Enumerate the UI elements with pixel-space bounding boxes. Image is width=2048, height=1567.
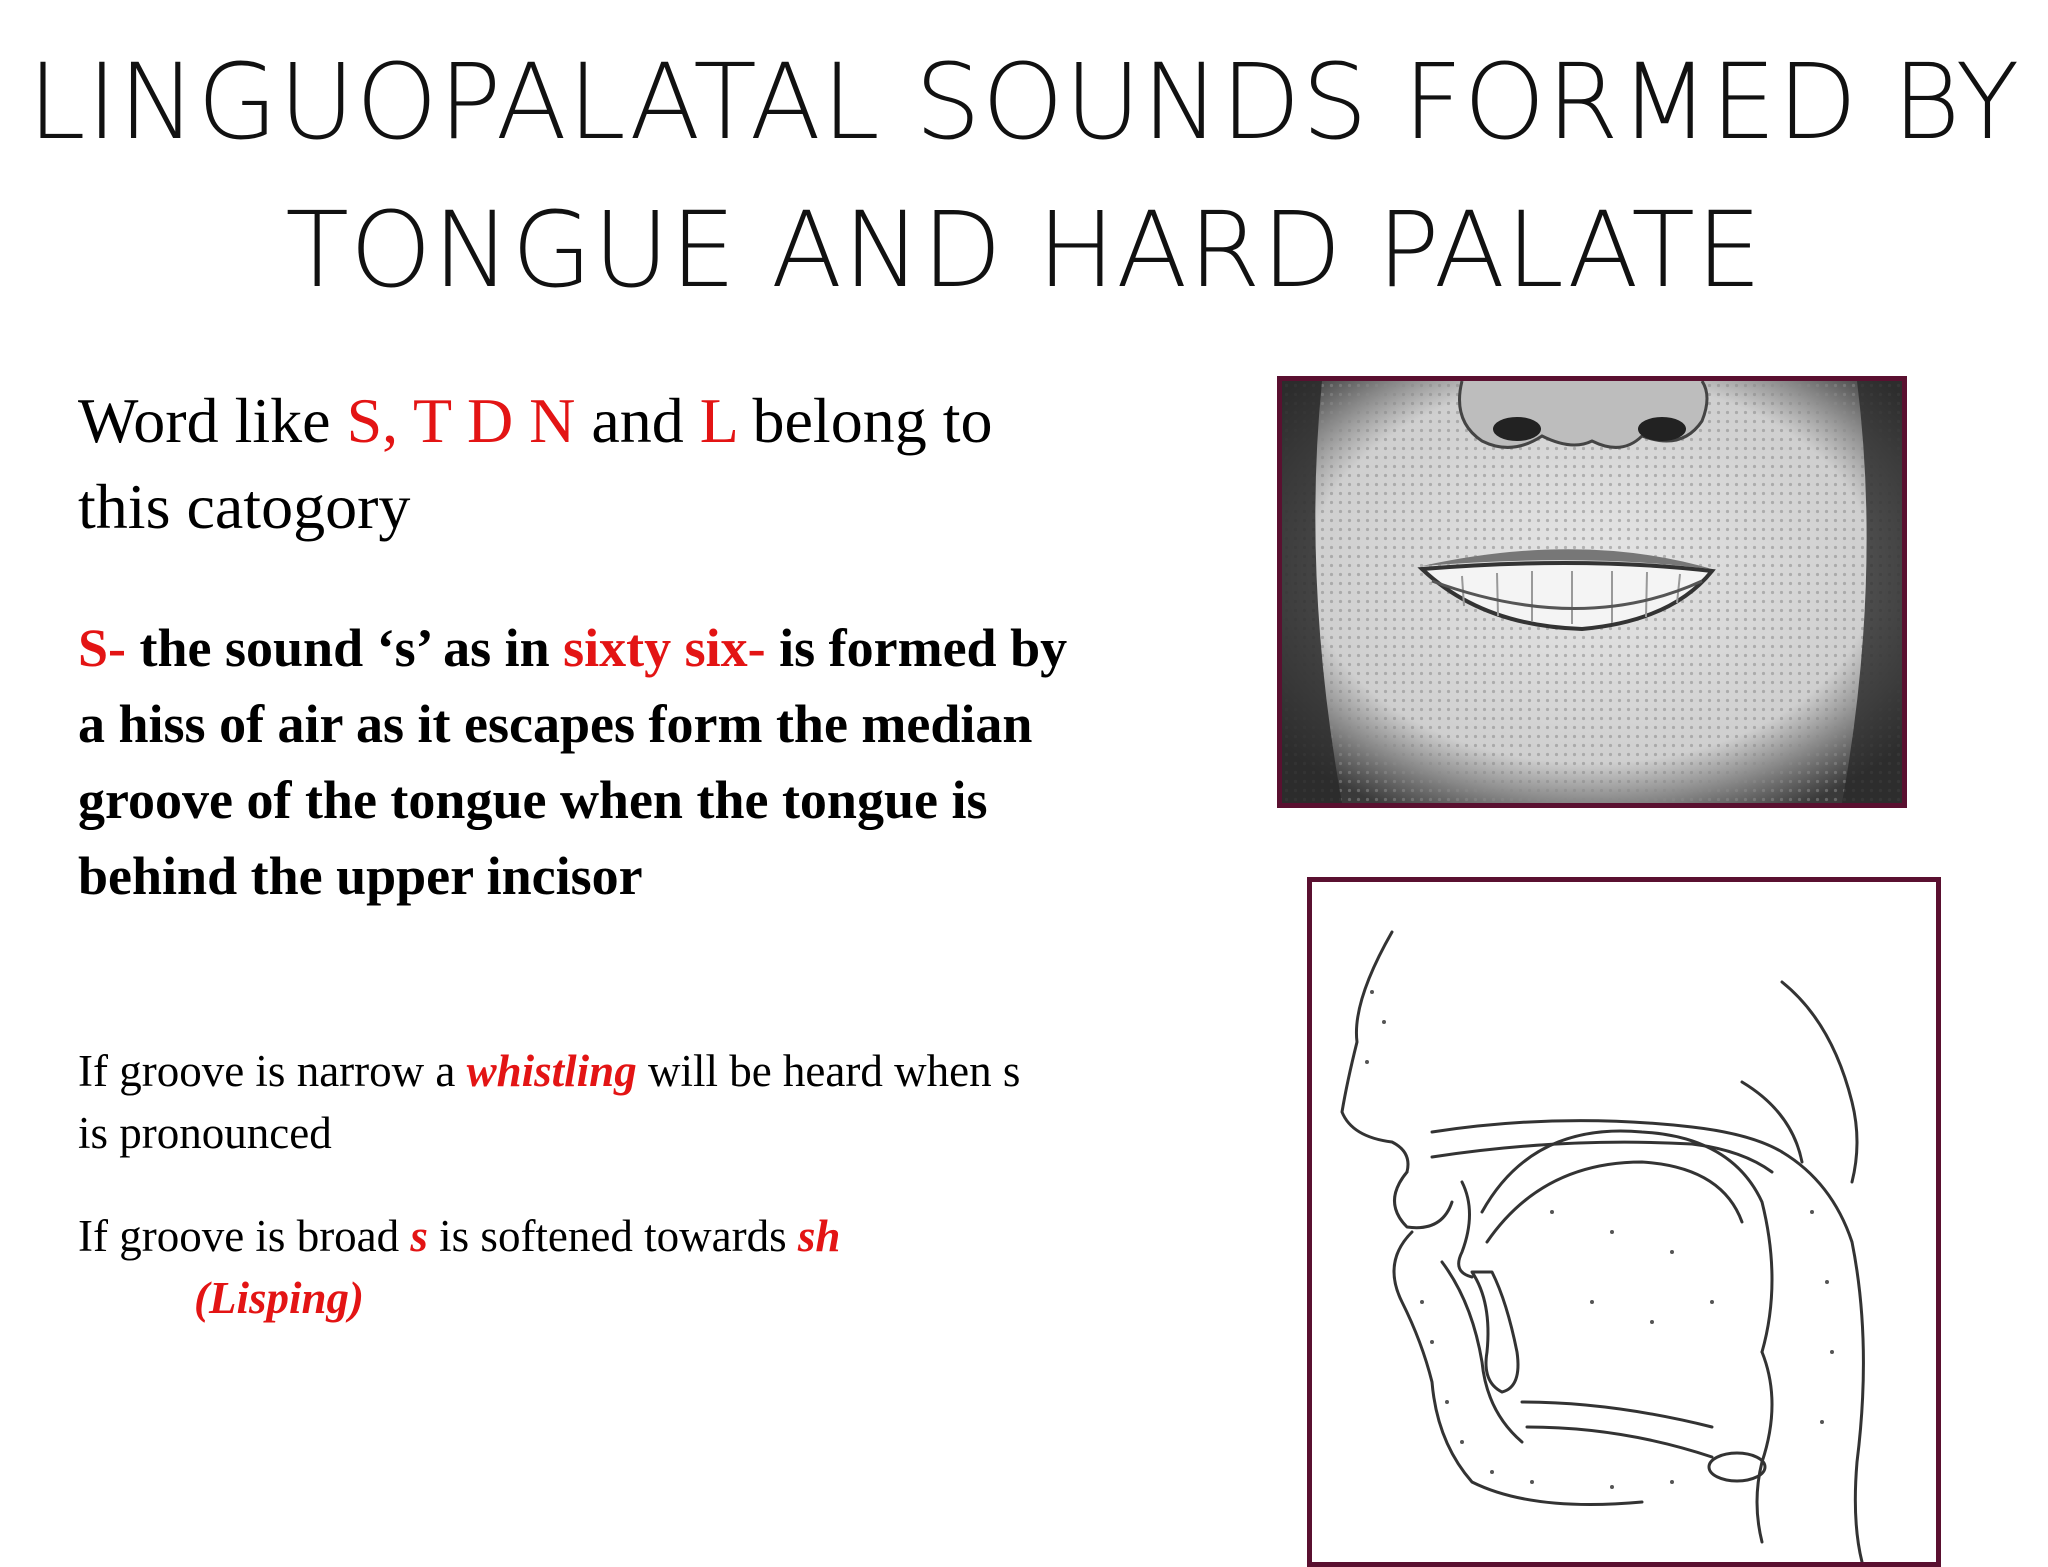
s-prefix: S- (78, 618, 127, 678)
s-text-2: is formed by a hiss of air as it escapes form the median groove of the tongue when the tongue is behind the upper incisor (78, 618, 1068, 906)
sagittal-section-diagram (1307, 877, 1941, 1567)
broad-text-2: is softened towards (427, 1211, 798, 1261)
mouth-photo-illustration (1282, 381, 1902, 803)
narrow-text-2: will be heard when s is pronounced (78, 1046, 1021, 1158)
s-text-1: the sound ‘s’ as in (126, 618, 564, 678)
s-example: sixty six- (563, 618, 766, 678)
broad-groove-paragraph (78, 1205, 1038, 1329)
intro-text-3: belong to this catogory (78, 385, 993, 542)
broad-sh: sh (797, 1211, 841, 1261)
broad-text-1: If groove is broad (78, 1211, 411, 1261)
intro-letter-l: L (699, 385, 737, 456)
broad-s: s (410, 1211, 428, 1261)
lisping-label: (Lisping) (194, 1273, 365, 1323)
slide-title (0, 28, 2048, 324)
slide-title-line-2: TONGUE AND HARD PALATE (285, 189, 1763, 311)
narrow-text-1: If groove is narrow a (78, 1046, 467, 1096)
intro-letters-stdn: S, T D N (346, 385, 576, 456)
narrow-groove-paragraph (78, 1040, 1038, 1164)
narrow-highlight: whistling (466, 1046, 637, 1096)
intro-text-2: and (575, 385, 700, 456)
intro-paragraph (78, 378, 1078, 550)
s-sound-paragraph (78, 610, 1078, 914)
intro-text-1: Word like (78, 385, 347, 456)
slide-title-line-1: LINGUOPALATAL SOUNDS FORMED BY (27, 41, 2021, 163)
mouth-photo (1277, 376, 1907, 808)
oral-cavity-illustration (1312, 882, 1936, 1562)
